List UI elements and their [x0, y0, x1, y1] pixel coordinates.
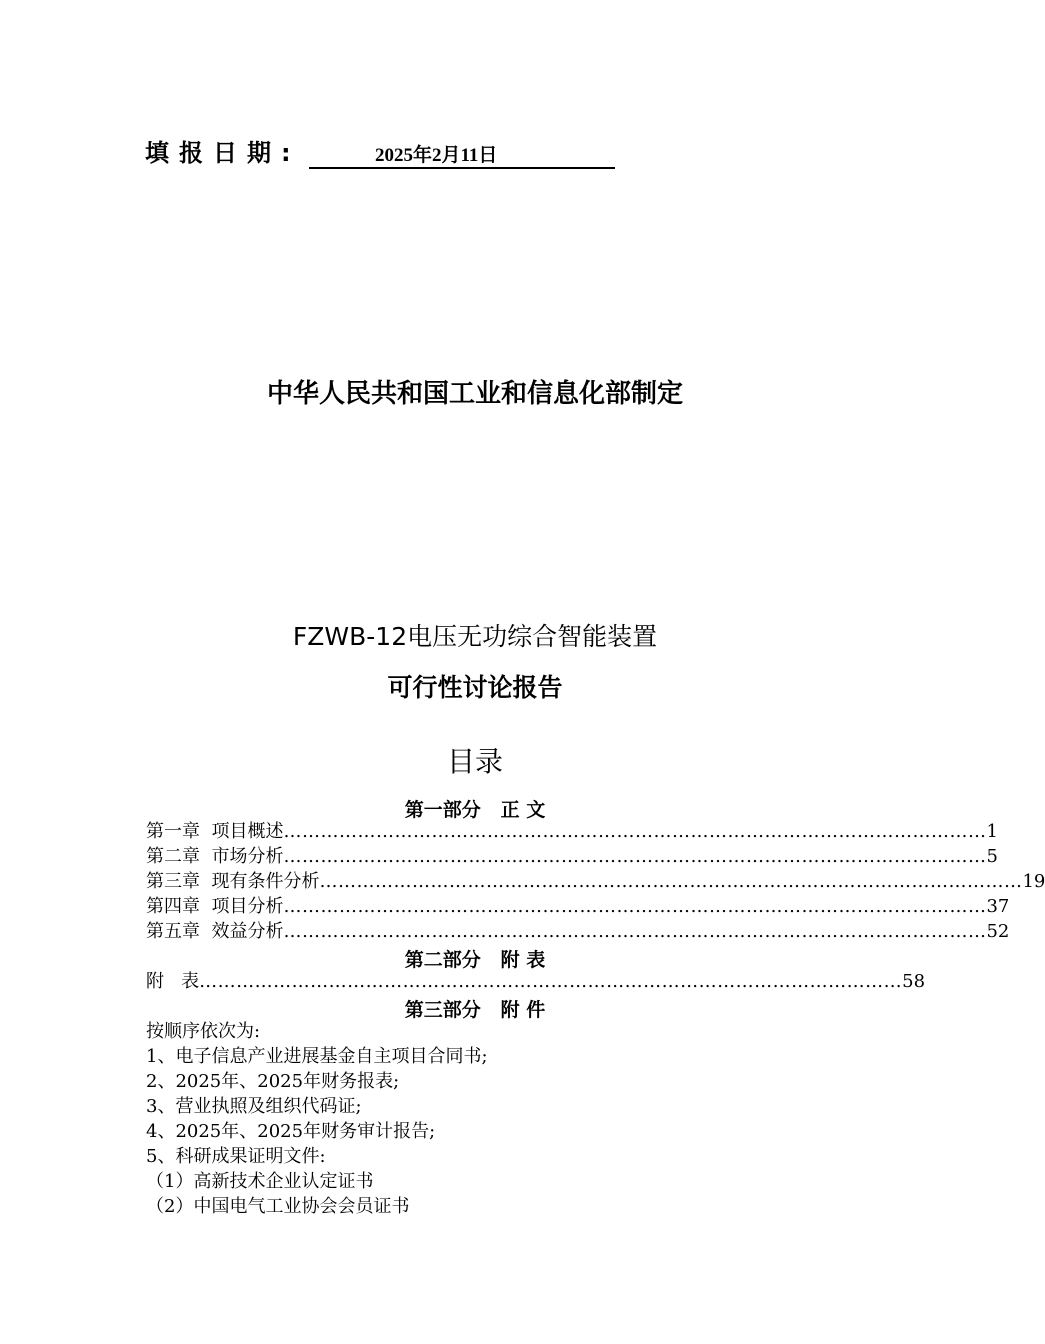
toc-part2-heading: 第二部分 附 表	[404, 949, 546, 971]
toc-leader-dots: ……………………………………………………………………………………………………	[199, 971, 903, 992]
toc-entry-label: 第四章 项目分析	[146, 896, 284, 917]
toc-entry-label: 第二章 市场分析	[146, 846, 284, 867]
fill-date-value: 2025年2月11日	[309, 140, 615, 169]
toc-entry[interactable]	[146, 845, 998, 869]
toc-entry-page: 58	[902, 971, 926, 992]
issuing-ministry: 中华人民共和国工业和信息化部制定	[266, 379, 683, 409]
attachment-item: 2、2025年、2025年财务报表;	[146, 1071, 400, 1092]
fill-date-line	[145, 133, 615, 169]
attachment-item: 4、2025年、2025年财务审计报告;	[146, 1121, 436, 1142]
report-title-line2: 可行性讨论报告	[387, 673, 563, 702]
attachment-item: 1、电子信息产业进展基金自主项目合同书;	[146, 1046, 488, 1067]
toc-entry-page: 19	[1022, 871, 1045, 892]
toc-entry-page: 5	[986, 846, 998, 867]
attachment-item: 3、营业执照及组织代码证;	[146, 1096, 362, 1117]
toc-entry-appendix[interactable]	[146, 970, 926, 994]
toc-leader-dots: ……………………………………………………………………………………………………	[283, 846, 987, 867]
toc-heading: 目录	[446, 745, 503, 778]
toc-leader-dots: ……………………………………………………………………………………………………	[283, 896, 987, 917]
fill-date-label: 填报日期:	[145, 139, 301, 167]
toc-leader-dots: ……………………………………………………………………………………………………	[283, 921, 987, 942]
toc-entry-page: 1	[986, 821, 998, 842]
toc-entry[interactable]	[146, 820, 998, 844]
attachment-intro: 按顺序依次为:	[146, 1021, 261, 1042]
toc-entry-page: 52	[986, 921, 1010, 942]
toc-entry[interactable]	[146, 920, 1010, 944]
toc-entry-label: 第三章 现有条件分析	[146, 871, 320, 892]
toc-entry-page: 37	[986, 896, 1010, 917]
report-title-line1: FZWB-12电压无功综合智能装置	[292, 622, 658, 651]
toc-leader-dots: ……………………………………………………………………………………………………	[283, 821, 987, 842]
toc-entry[interactable]	[146, 870, 1045, 894]
attachment-item: 5、科研成果证明文件:	[146, 1146, 326, 1167]
toc-part3-heading: 第三部分 附 件	[404, 999, 546, 1021]
toc-entry-label: 附 表	[146, 971, 200, 992]
toc-entry-label: 第五章 效益分析	[146, 921, 284, 942]
toc-entry-label: 第一章 项目概述	[146, 821, 284, 842]
toc-part1-heading: 第一部分 正 文	[404, 799, 546, 821]
attachment-subitem: （1）高新技术企业认定证书	[146, 1171, 374, 1192]
toc-leader-dots: ……………………………………………………………………………………………………	[319, 871, 1023, 892]
toc-entry[interactable]	[146, 895, 1010, 919]
attachment-subitem: （2）中国电气工业协会会员证书	[146, 1196, 410, 1217]
